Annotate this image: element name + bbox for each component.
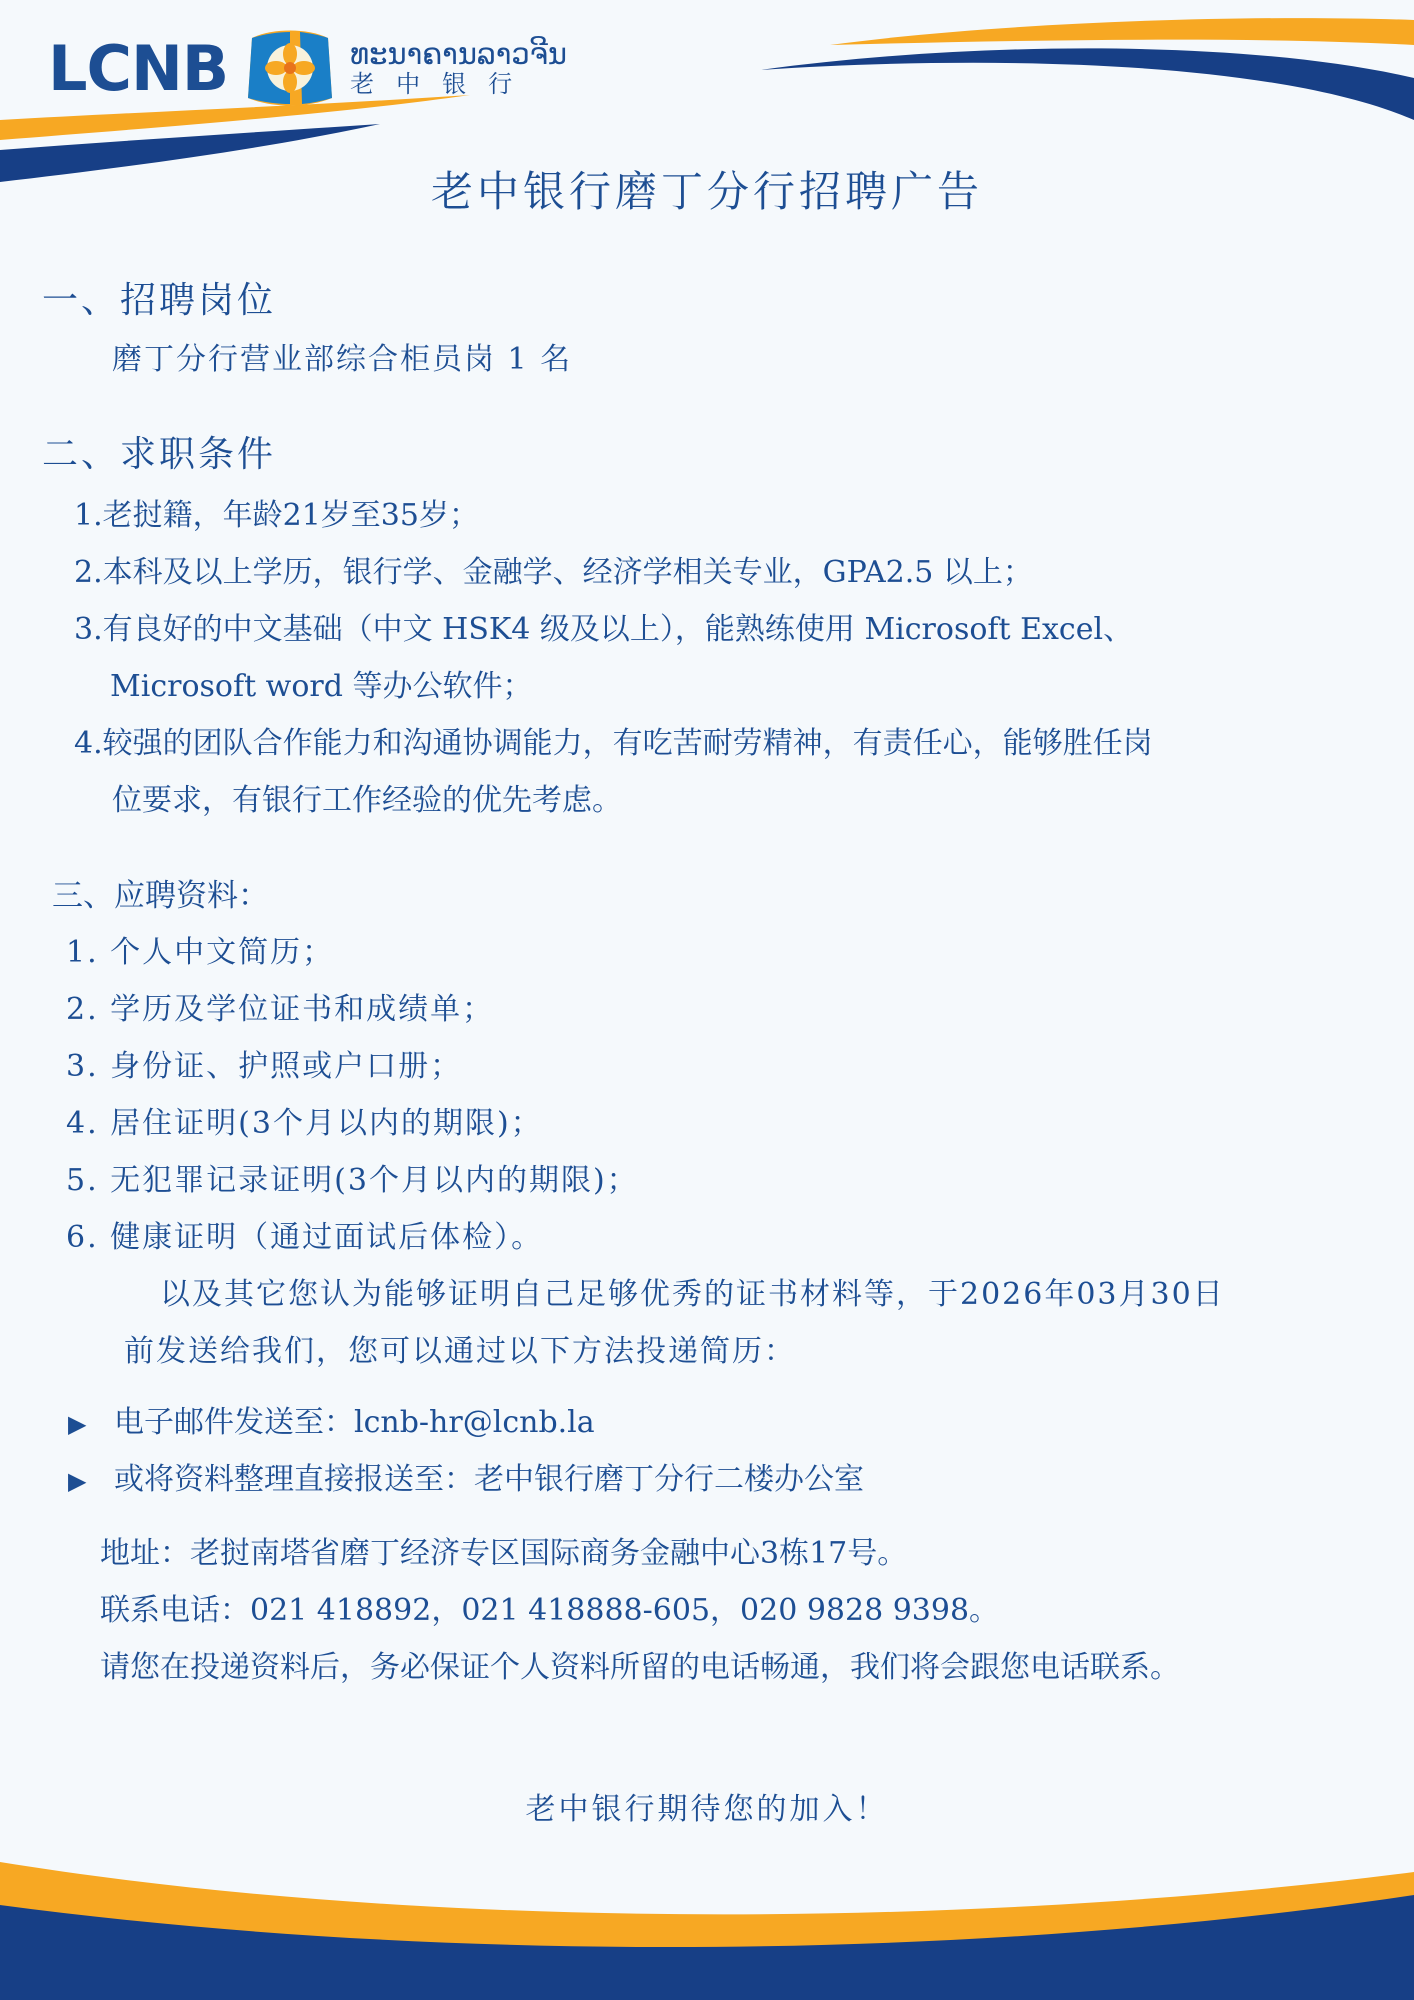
- material-item: 1. 个人中文简历；: [66, 935, 335, 970]
- material-item: 5. 无犯罪记录证明(3个月以内的期限)；: [66, 1163, 639, 1198]
- triangle-bullet-icon: ▶: [68, 1410, 87, 1438]
- address-text: 地址：老挝南塔省磨丁经济专区国际商务金融中心3栋17号。: [100, 1536, 908, 1571]
- requirement-item: 3.有良好的中文基础（中文 HSK4 级及以上），能熟练使用 Microsoft Excel、: [74, 612, 1134, 647]
- section3-heading: 三、应聘资料：: [52, 878, 269, 914]
- bank-logo: [48, 28, 567, 108]
- deadline-note: 以及其它您认为能够证明自己足够优秀的证书材料等，于2026年03月30日: [160, 1277, 1225, 1312]
- material-item: 3. 身份证、护照或户口册；: [66, 1049, 463, 1084]
- material-item: 2. 学历及学位证书和成绩单；: [66, 992, 495, 1027]
- logo-wordmark: LCNB: [48, 31, 229, 105]
- email-line: 电子邮件发送至：lcnb-hr@lcnb.la: [114, 1405, 595, 1440]
- logo-lao-name: ທະນາຄານລາວຈີນ: [350, 36, 568, 71]
- logo-chinese-name: 老中银行: [350, 69, 535, 98]
- closing-message: 老中银行期待您的加入！: [525, 1792, 889, 1827]
- material-item: 6. 健康证明（通过面试后体检）。: [66, 1220, 544, 1255]
- contact-notice: 请您在投递资料后，务必保证个人资料所留的电话畅通，我们将会跟您电话联系。: [100, 1650, 1180, 1685]
- page-title: 老中银行磨丁分行招聘广告: [430, 167, 983, 216]
- section1-heading: 一、招聘岗位: [42, 280, 277, 321]
- email-submission: [68, 1403, 595, 1444]
- triangle-bullet-icon: ▶: [68, 1467, 87, 1495]
- frangipani-flower-icon: [242, 30, 338, 106]
- office-submission: [68, 1460, 864, 1501]
- material-item: 4. 居住证明(3个月以内的期限)；: [66, 1106, 543, 1141]
- requirement-item: 4.较强的团队合作能力和沟通协调能力，有吃苦耐劳精神，有责任心，能够胜任岗: [74, 726, 1153, 761]
- section2-heading: 二、求职条件: [42, 434, 277, 475]
- office-line: 或将资料整理直接报送至：老中银行磨丁分行二楼办公室: [114, 1462, 864, 1497]
- requirement-item-continued: 位要求，有银行工作经验的优先考虑。: [112, 783, 622, 818]
- phone-text: 联系电话：021 418892，021 418888-605，020 9828 9398。: [100, 1593, 1000, 1628]
- requirement-item: 2.本科及以上学历，银行学、金融学、经济学相关专业，GPA2.5 以上；: [74, 555, 1033, 590]
- requirement-item: 1.老挝籍，年龄21岁至35岁；: [74, 498, 479, 533]
- requirement-item-continued: Microsoft word 等办公软件；: [110, 669, 533, 704]
- position-text: 磨丁分行营业部综合柜员岗 1 名: [112, 342, 573, 377]
- deadline-note-continued: 前发送给我们，您可以通过以下方法投递简历：: [124, 1334, 796, 1369]
